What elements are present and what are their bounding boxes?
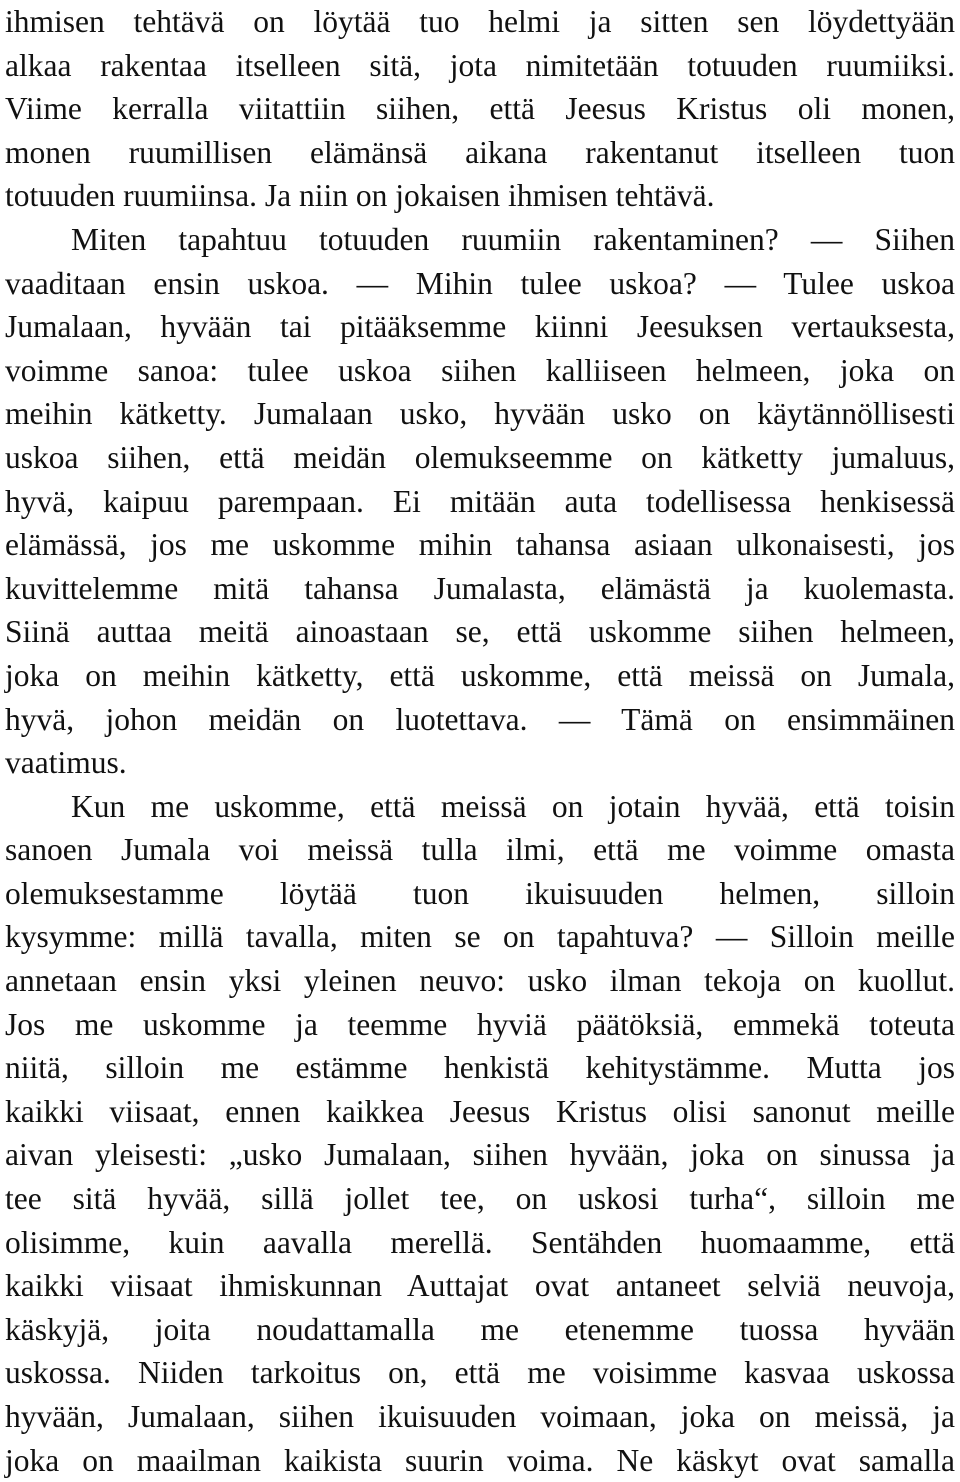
text-line: Viime kerralla viitattiin siihen, että Jeesus Kristus oli monen, bbox=[5, 91, 955, 127]
text-line: tee sitä hyvää, sillä jollet tee, on uskosi turha“, silloin me bbox=[5, 1181, 955, 1217]
text-line: totuuden ruumiinsa. Ja niin on jokaisen ihmisen tehtävä. bbox=[5, 178, 715, 214]
text-line: vaaditaan ensin uskoa. — Mihin tulee uskoa? — Tulee uskoa bbox=[5, 265, 955, 301]
text-line: voimme sanoa: tulee uskoa siihen kalliiseen helmeen, joka on bbox=[5, 352, 955, 388]
text-line: alkaa rakentaa itselleen sitä, jota nimitetään totuuden ruumiiksi. bbox=[5, 47, 955, 83]
text-line: Jumalaan, hyvään tai pitääksemme kiinni Jeesuksen vertauksesta, bbox=[5, 309, 955, 345]
text-line: aivan yleisesti: „usko Jumalaan, siihen hyvään, joka on sinussa ja bbox=[5, 1137, 955, 1173]
paragraph-3 bbox=[5, 785, 955, 1482]
text-line: olisimme, kuin aavalla merellä. Sentähden huomaamme, että bbox=[5, 1224, 955, 1260]
text-line: uskossa. Niiden tarkoitus on, että me voisimme kasvaa uskossa bbox=[5, 1355, 955, 1391]
text-line: käskyjä, joita noudattamalla me etenemme tuossa hyvään bbox=[5, 1311, 955, 1347]
text-line: niitä, silloin me estämme henkistä kehitystämme. Mutta jos bbox=[5, 1050, 955, 1086]
text-line: Miten tapahtuu totuuden ruumiin rakentaminen? — Siihen bbox=[71, 221, 955, 257]
text-line: uskoa siihen, että meidän olemukseemme on kätketty jumaluus, bbox=[5, 439, 955, 475]
text-line: elämässä, jos me uskomme mihin tahansa asiaan ulkonaisesti, jos bbox=[5, 527, 955, 563]
text-line: Siinä auttaa meitä ainoastaan se, että uskomme siihen helmeen, bbox=[5, 614, 955, 650]
text-line: Jos me uskomme ja teemme hyviä päätöksiä, emmekä toteuta bbox=[5, 1006, 955, 1042]
text-line: annetaan ensin yksi yleinen neuvo: usko ilman tekoja on kuollut. bbox=[5, 963, 955, 999]
text-line: kaikki viisaat ihmiskunnan Auttajat ovat antaneet selviä neuvoja, bbox=[5, 1268, 955, 1304]
text-line: kaikki viisaat, ennen kaikkea Jeesus Kristus olisi sanonut meille bbox=[5, 1093, 955, 1129]
text-line: monen ruumillisen elämänsä aikana rakentanut itselleen tuon bbox=[5, 134, 955, 170]
text-line: olemuksestamme löytää tuon ikuisuuden helmen, silloin bbox=[5, 875, 955, 911]
text-line: hyvään, Jumalaan, siihen ikuisuuden voimaan, joka on meissä, ja bbox=[5, 1399, 955, 1434]
text-line: joka on meihin kätketty, että uskomme, että meissä on Jumala, bbox=[5, 657, 955, 693]
text-line: hyvä, kaipuu parempaan. Ei mitään auta todellisessa henkisessä bbox=[5, 483, 955, 519]
text-line: ihmisen tehtävä on löytää tuo helmi ja sitten sen löydettyään bbox=[5, 4, 955, 39]
text-line: sanoen Jumala voi meissä tulla ilmi, että me voimme omasta bbox=[5, 832, 955, 868]
text-line: hyvä, johon meidän on luotettava. — Tämä on ensimmäinen bbox=[5, 701, 955, 737]
text-line: vaatimus. bbox=[5, 745, 127, 781]
paragraph-2 bbox=[5, 218, 955, 785]
document-page bbox=[5, 0, 955, 1482]
text-line: kysymme: millä tavalla, miten se on tapahtuva? — Silloin meille bbox=[5, 919, 955, 955]
text-line: kuvittelemme mitä tahansa Jumalasta, elämästä ja kuolemasta. bbox=[5, 570, 955, 606]
text-line: joka on maailman kaikista suurin voima. Ne käskyt ovat samalla bbox=[5, 1442, 955, 1478]
text-line: meihin kätketty. Jumalaan usko, hyvään usko on käytännöllisesti bbox=[5, 396, 955, 432]
text-line: Kun me uskomme, että meissä on jotain hyvää, että toisin bbox=[71, 788, 955, 824]
paragraph-1 bbox=[5, 0, 955, 218]
